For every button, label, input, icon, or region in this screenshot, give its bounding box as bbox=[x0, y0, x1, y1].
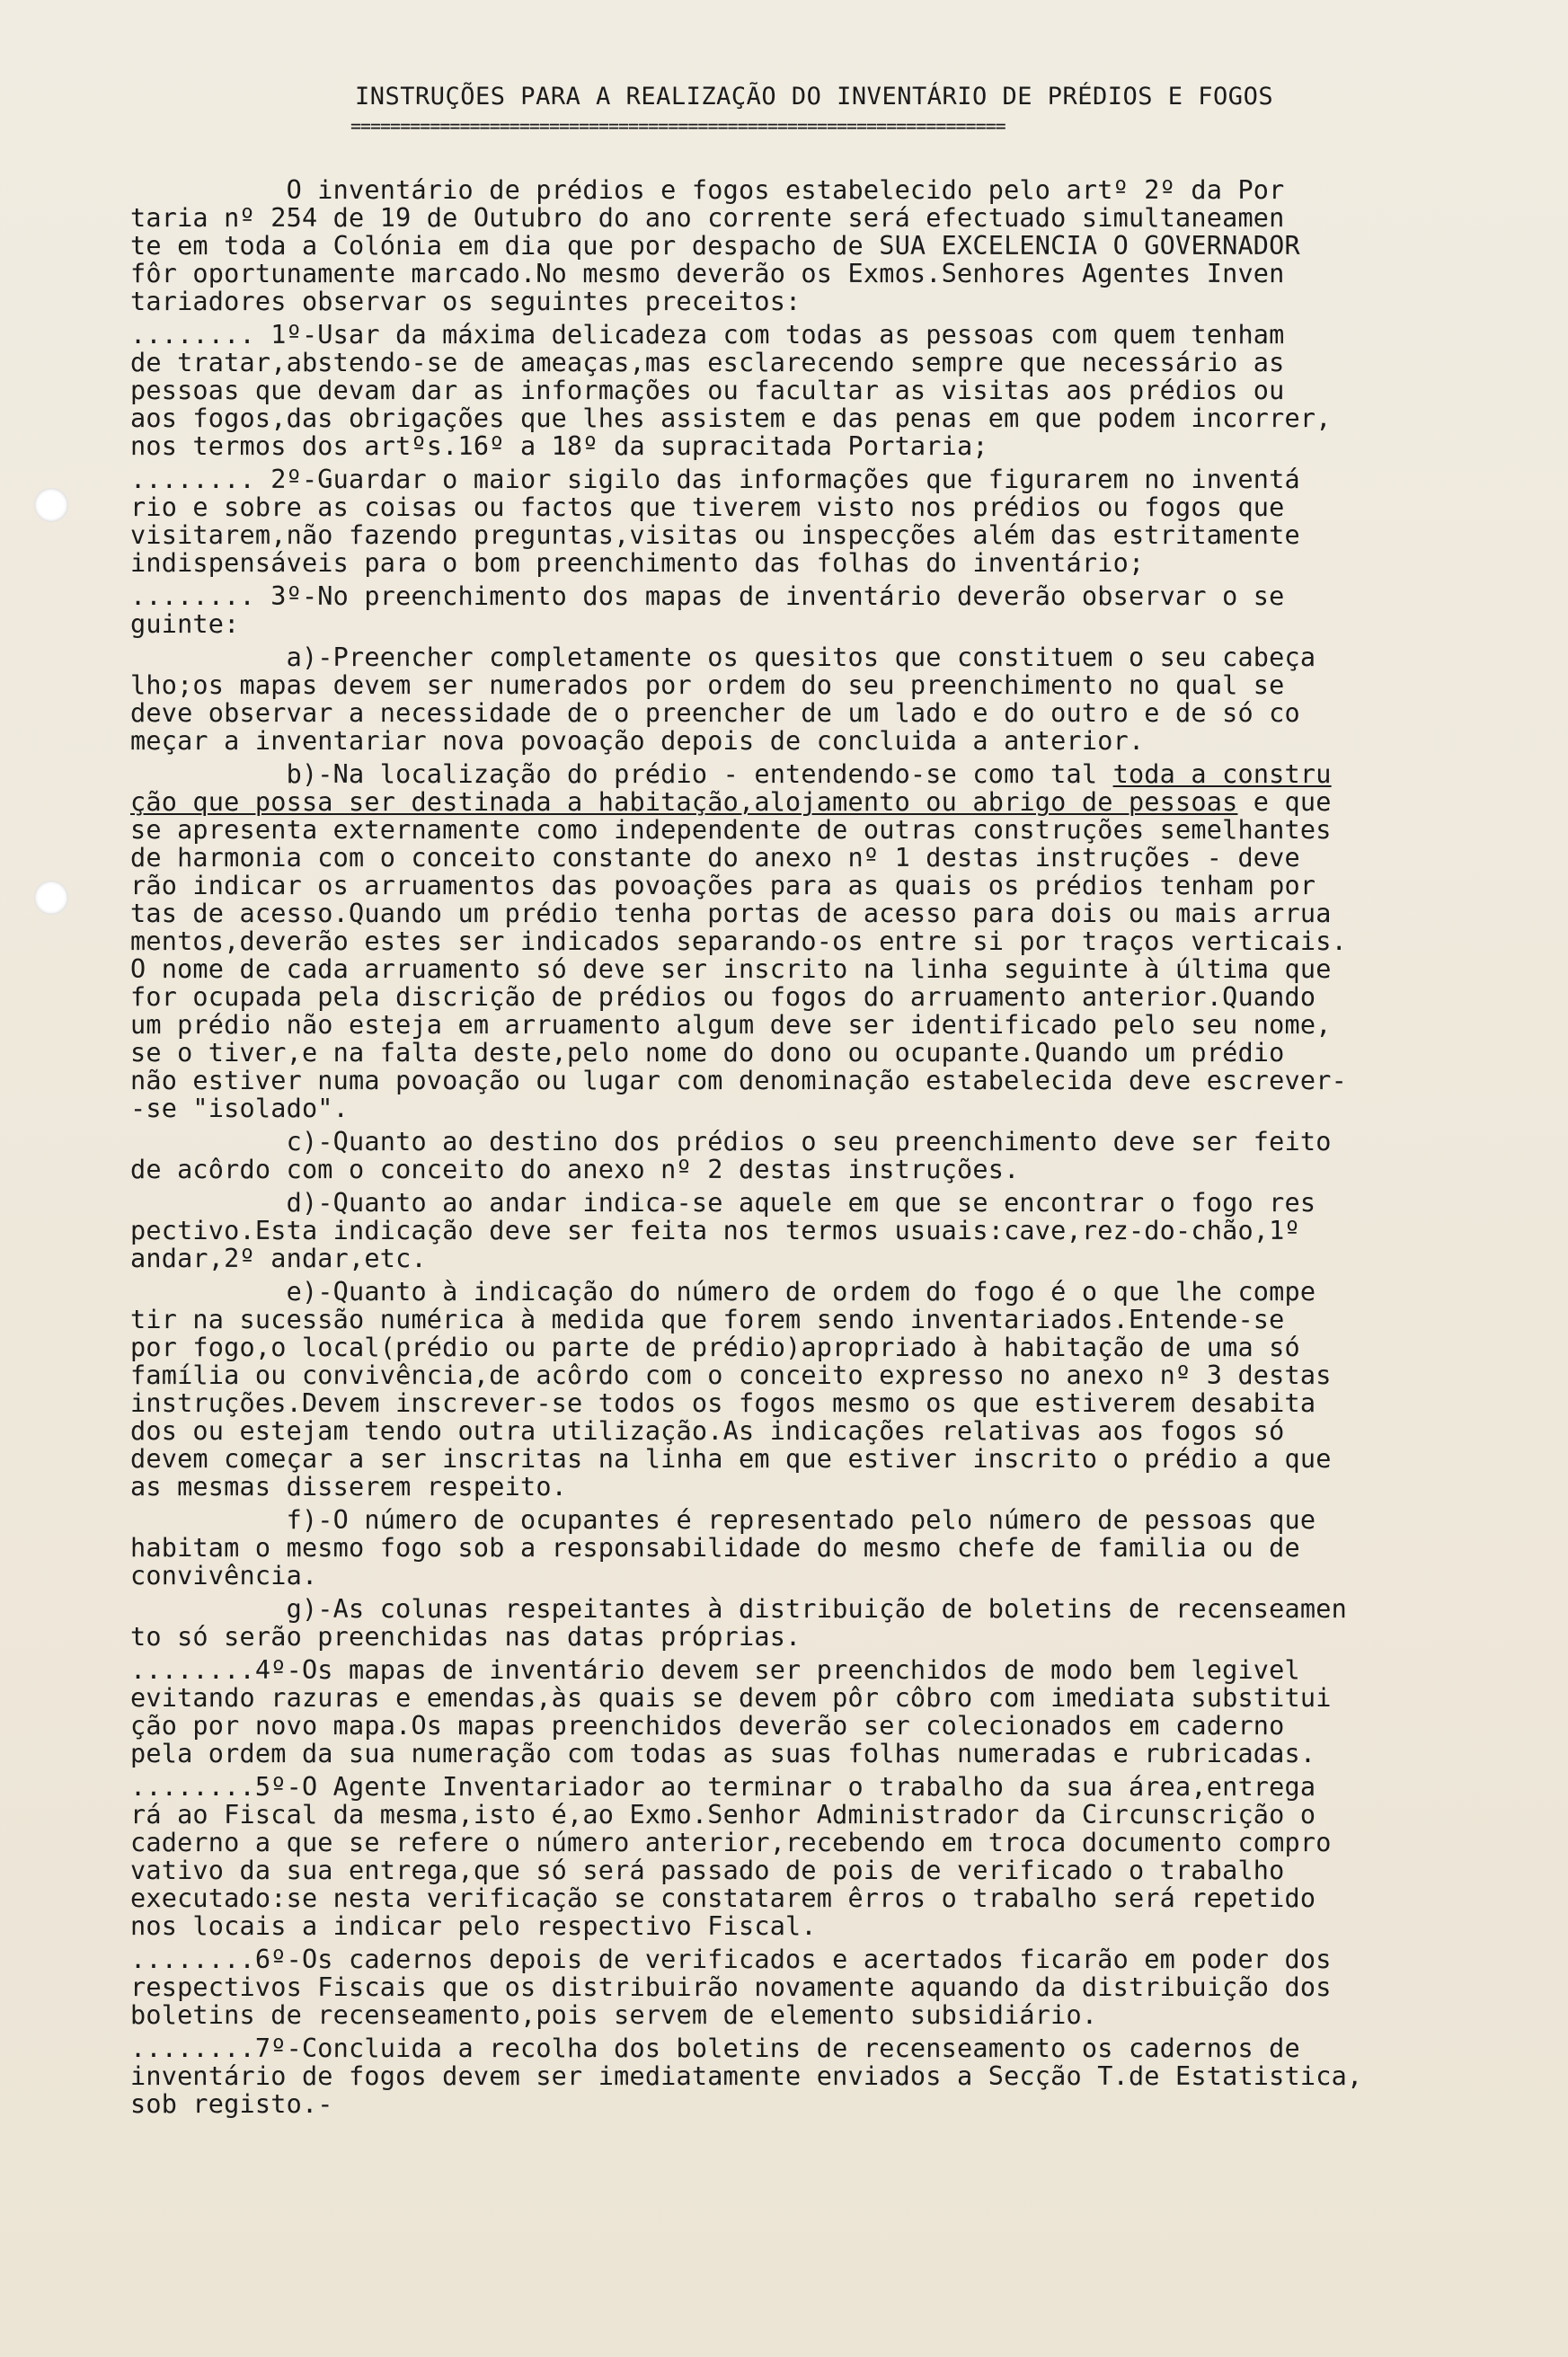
text-line: indispensáveis para o bom preenchimento das folhas do inventário; bbox=[130, 548, 1145, 578]
text-line: por fogo,o local(prédio ou parte de prédio)apropriado à habitação de uma só bbox=[130, 1333, 1300, 1362]
title-double-rule: ================================================================== bbox=[350, 115, 1005, 137]
text-line: de tratar,abstendo-se de ameaças,mas esclarecendo sempre que necessário as bbox=[130, 348, 1285, 377]
text-line: ........5º-O Agente Inventariador ao terminar o trabalho da sua área,entrega bbox=[130, 1772, 1316, 1802]
text-line: ........ 3º-No preenchimento dos mapas de inventário deverão observar o se bbox=[130, 581, 1285, 611]
text-line: mentos,deverão estes ser indicados separando-os entre si por traços verticais. bbox=[130, 926, 1347, 956]
punch-hole bbox=[34, 488, 68, 522]
text-line: respectivos Fiscais que os distribuirão novamente aquando da distribuição dos bbox=[130, 1972, 1332, 2002]
text-line: de harmonia com o conceito constante do anexo nº 1 destas instruções - deve bbox=[130, 843, 1300, 873]
text-line: d)-Quanto ao andar indica-se aquele em que se encontrar o fogo res bbox=[130, 1188, 1316, 1218]
text-line: lho;os mapas devem ser numerados por ordem do seu preenchimento no qual se bbox=[130, 670, 1285, 700]
text-line: ........4º-Os mapas de inventário devem ser preenchidos de modo bem legivel bbox=[130, 1655, 1300, 1685]
text-line: te em toda a Colónia em dia que por despacho de SUA EXCELENCIA O GOVERNADOR bbox=[130, 231, 1300, 261]
text-line: um prédio não esteja em arruamento algum deve ser identificado pelo seu nome, bbox=[130, 1010, 1332, 1040]
text-line: convivência. bbox=[130, 1561, 318, 1591]
text-line: família ou convivência,de acôrdo com o conceito expresso no anexo nº 3 destas bbox=[130, 1360, 1332, 1390]
text-line: O nome de cada arruamento só deve ser inscrito na linha seguinte à última que bbox=[130, 954, 1332, 984]
text-line: tas de acesso.Quando um prédio tenha portas de acesso para dois ou mais arrua bbox=[130, 899, 1332, 928]
text-line: -se "isolado". bbox=[130, 1094, 350, 1123]
text-line: fôr oportunamente marcado.No mesmo deverão os Exmos.Senhores Agentes Inven bbox=[130, 259, 1285, 288]
text-line: as mesmas disserem respeito. bbox=[130, 1472, 568, 1502]
text-line: rá ao Fiscal da mesma,isto é,ao Exmo.Senhor Administrador da Circunscrição o bbox=[130, 1800, 1316, 1830]
document-body bbox=[130, 176, 1519, 2118]
text-line: nos termos dos artºs.16º a 18º da supracitada Portaria; bbox=[130, 431, 988, 461]
text-line: devem começar a ser inscritas na linha em que estiver inscrito o prédio a que bbox=[130, 1444, 1332, 1474]
text-line: c)-Quanto ao destino dos prédios o seu preenchimento deve ser feito bbox=[130, 1127, 1332, 1156]
text-line: sob registo.- bbox=[130, 2089, 333, 2119]
text-line: ção que possa ser destinada a habitação,alojamento ou abrigo de pessoas e que bbox=[130, 787, 1332, 817]
text-line: caderno a que se refere o número anterior,recebendo em troca documento compro bbox=[130, 1828, 1332, 1857]
text-line: se o tiver,e na falta deste,pelo nome do dono ou ocupante.Quando um prédio bbox=[130, 1038, 1285, 1068]
text-line: nos locais a indicar pelo respectivo Fiscal. bbox=[130, 1911, 817, 1941]
text-line: meçar a inventariar nova povoação depois de concluida a anterior. bbox=[130, 726, 1145, 756]
text-line: de acôrdo com o conceito do anexo nº 2 destas instruções. bbox=[130, 1155, 1020, 1184]
text-line: f)-O número de ocupantes é representado pelo número de pessoas que bbox=[130, 1505, 1316, 1535]
text-line: ção por novo mapa.Os mapas preenchidos deverão ser colecionados em caderno bbox=[130, 1711, 1285, 1741]
text-line: for ocupada pela discrição de prédios ou fogos do arruamento anterior.Quando bbox=[130, 982, 1316, 1012]
text-line: a)-Preencher completamente os quesitos que constituem o seu cabeça bbox=[130, 642, 1316, 672]
text-line: inventário de fogos devem ser imediatamente enviados a Secção T.de Estatistica, bbox=[130, 2061, 1363, 2091]
text-line: taria nº 254 de 19 de Outubro do ano corrente será efectuado simultaneamen bbox=[130, 203, 1285, 233]
text-line: guinte: bbox=[130, 609, 240, 639]
text-line: se apresenta externamente como independente de outras construções semelhantes bbox=[130, 815, 1332, 845]
text-line: ........ 1º-Usar da máxima delicadeza com todas as pessoas com quem tenham bbox=[130, 320, 1285, 350]
text-line: ........7º-Concluida a recolha dos boletins de recenseamento os cadernos de bbox=[130, 2034, 1300, 2063]
text-line: habitam o mesmo fogo sob a responsabilidade do mesmo chefe de familia ou de bbox=[130, 1533, 1300, 1563]
text-line: vativo da sua entrega,que só será passado de pois de verificado o trabalho bbox=[130, 1856, 1285, 1885]
text-line: visitarem,não fazendo preguntas,visitas ou inspecções além das estritamente bbox=[130, 520, 1300, 550]
text-line: ........6º-Os cadernos depois de verificados e acertados ficarão em poder dos bbox=[130, 1945, 1332, 1974]
text-line: executado:se nesta verificação se constatarem êrros o trabalho será repetido bbox=[130, 1883, 1316, 1913]
text-line: to só serão preenchidas nas datas próprias. bbox=[130, 1622, 802, 1652]
underlined-text: toda a constru bbox=[1112, 759, 1332, 789]
text-line: rio e sobre as coisas ou factos que tiverem visto nos prédios ou fogos que bbox=[130, 492, 1285, 522]
text-line: tariadores observar os seguintes preceitos: bbox=[130, 287, 802, 316]
text-line: b)-Na localização do prédio - entendendo-se como tal toda a constru bbox=[130, 759, 1332, 789]
text-line: andar,2º andar,etc. bbox=[130, 1244, 427, 1273]
text-line: aos fogos,das obrigações que lhes assistem e das penas em que podem incorrer, bbox=[130, 403, 1332, 433]
text-line: pessoas que devam dar as informações ou facultar as visitas aos prédios ou bbox=[130, 376, 1285, 405]
text-line: O inventário de prédios e fogos estabelecido pelo artº 2º da Por bbox=[130, 175, 1285, 205]
document-title: INSTRUÇÕES PARA A REALIZAÇÃO DO INVENTÁRIO DE PRÉDIOS E FOGOS bbox=[355, 83, 1274, 111]
text-line: deve observar a necessidade de o preencher de um lado e do outro e de só co bbox=[130, 698, 1300, 728]
underlined-text: ção que possa ser destinada a habitação,alojamento ou abrigo de pessoas bbox=[130, 787, 1238, 817]
text-line: evitando razuras e emendas,às quais se devem pôr côbro com imediata substitui bbox=[130, 1683, 1332, 1713]
text-line: dos ou estejam tendo outra utilização.As indicações relativas aos fogos só bbox=[130, 1416, 1285, 1446]
text-line: não estiver numa povoação ou lugar com denominação estabelecida deve escrever- bbox=[130, 1066, 1347, 1095]
text-line: rão indicar os arruamentos das povoações para as quais os prédios tenham por bbox=[130, 871, 1316, 900]
text-line: boletins de recenseamento,pois servem de elemento subsidiário. bbox=[130, 2000, 1098, 2030]
text-line: pela ordem da sua numeração com todas as suas folhas numeradas e rubricadas. bbox=[130, 1739, 1316, 1768]
text-line: ........ 2º-Guardar o maior sigilo das informações que figurarem no inventá bbox=[130, 465, 1300, 494]
punch-hole bbox=[34, 881, 68, 915]
text-line: pectivo.Esta indicação deve ser feita nos termos usuais:cave,rez-do-chão,1º bbox=[130, 1216, 1300, 1245]
text-line: g)-As colunas respeitantes à distribuição de boletins de recenseamen bbox=[130, 1594, 1347, 1624]
text-line: instruções.Devem inscrever-se todos os fogos mesmo os que estiverem desabita bbox=[130, 1388, 1316, 1418]
text-line: e)-Quanto à indicação do número de ordem do fogo é o que lhe compe bbox=[130, 1277, 1316, 1307]
text-line: tir na sucessão numérica à medida que forem sendo inventariados.Entende-se bbox=[130, 1305, 1285, 1334]
